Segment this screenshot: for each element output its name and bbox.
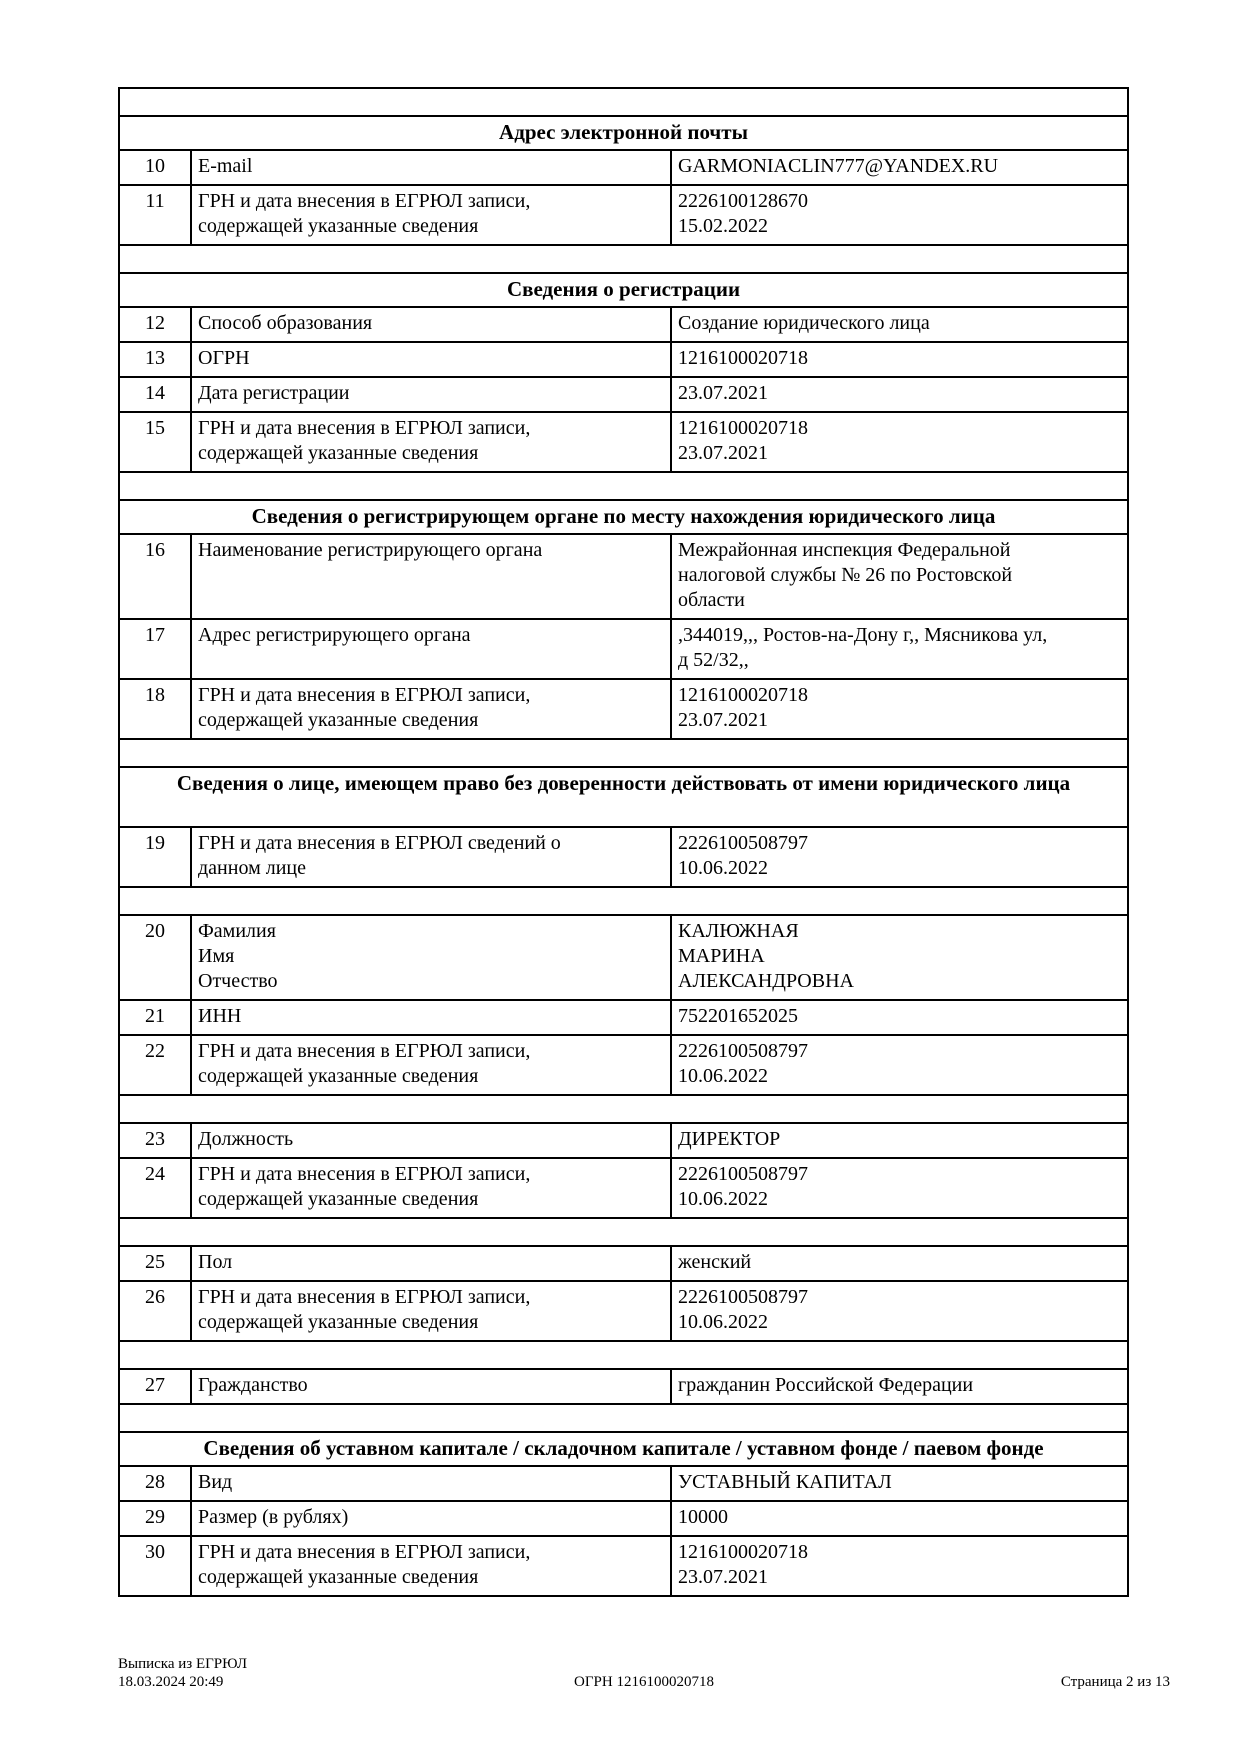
text-line: Имя — [198, 945, 235, 967]
egrul-extract-table — [118, 87, 1129, 1597]
table-row — [119, 1000, 1128, 1035]
section-header-cell: Сведения о лице, имеющем право без доверенности действовать от имени юридического лица — [119, 767, 1128, 827]
text-line: 10.06.2022 — [678, 857, 768, 879]
text-line: 23.07.2021 — [678, 1566, 768, 1588]
text-line: ГРН и дата внесения в ЕГРЮЛ записи, — [198, 1163, 531, 1185]
spacer-cell — [119, 245, 1128, 273]
row-number-cell: 27 — [119, 1369, 191, 1404]
text-line: данном лице — [198, 857, 306, 879]
row-number-cell: 10 — [119, 150, 191, 185]
table-row — [119, 1466, 1128, 1501]
text-line: ИНН — [198, 1005, 242, 1027]
text-line: Отчество — [198, 970, 278, 992]
text-line: Гражданство — [198, 1374, 308, 1396]
table-row — [119, 342, 1128, 377]
text-line: содержащей указанные сведения — [198, 215, 479, 237]
spacer-row — [119, 887, 1128, 915]
table-row — [119, 1281, 1128, 1341]
text-line: Фамилия — [198, 920, 276, 942]
table-row — [119, 1369, 1128, 1404]
spacer-row — [119, 1095, 1128, 1123]
row-label-cell — [191, 342, 671, 377]
text-line: 15.02.2022 — [678, 215, 768, 237]
table-row — [119, 377, 1128, 412]
row-value-cell — [671, 679, 1128, 739]
row-label-cell — [191, 915, 671, 1000]
spacer-row — [119, 88, 1128, 116]
spacer-row — [119, 739, 1128, 767]
text-line: 2226100508797 — [678, 1286, 808, 1308]
text-line: 10.06.2022 — [678, 1065, 768, 1087]
row-value-cell — [671, 342, 1128, 377]
row-label-cell — [191, 1536, 671, 1596]
text-line: ,344019,,, Ростов-на-Дону г,, Мясникова ул, — [678, 624, 1048, 646]
text-line: Адрес регистрирующего органа — [198, 624, 471, 646]
row-label-cell — [191, 1466, 671, 1501]
table-row — [119, 827, 1128, 887]
row-value-cell — [671, 1246, 1128, 1281]
text-line: ГРН и дата внесения в ЕГРЮЛ записи, — [198, 1040, 531, 1062]
section-header-row — [119, 767, 1128, 827]
row-value-cell — [671, 1466, 1128, 1501]
spacer-cell — [119, 88, 1128, 116]
spacer-cell — [119, 1095, 1128, 1123]
section-header-cell: Сведения о регистрации — [119, 273, 1128, 307]
row-value-cell — [671, 307, 1128, 342]
row-label-cell — [191, 185, 671, 245]
spacer-row — [119, 245, 1128, 273]
text-line: Пол — [198, 1251, 233, 1273]
spacer-cell — [119, 472, 1128, 500]
table-row — [119, 150, 1128, 185]
table-row — [119, 915, 1128, 1000]
text-line: содержащей указанные сведения — [198, 442, 479, 464]
table-row — [119, 1123, 1128, 1158]
row-value-cell — [671, 1123, 1128, 1158]
row-number-cell: 30 — [119, 1536, 191, 1596]
row-value-cell — [671, 1501, 1128, 1536]
text-line: содержащей указанные сведения — [198, 1188, 479, 1210]
text-line: 10.06.2022 — [678, 1311, 768, 1333]
text-line: 752201652025 — [678, 1005, 798, 1027]
row-label-cell — [191, 377, 671, 412]
spacer-row — [119, 1341, 1128, 1369]
section-header-cell: Адрес электронной почты — [119, 116, 1128, 150]
text-line: 23.07.2021 — [678, 442, 768, 464]
text-line: Дата регистрации — [198, 382, 350, 404]
row-value-cell — [671, 1158, 1128, 1218]
section-header-cell: Сведения об уставном капитале / складочном капитале / уставном фонде / паевом фонде — [119, 1432, 1128, 1466]
text-line: Должность — [198, 1128, 294, 1150]
text-line: налоговой службы № 26 по Ростовской — [678, 564, 1013, 586]
row-number-cell: 14 — [119, 377, 191, 412]
spacer-cell — [119, 1404, 1128, 1432]
text-line: ГРН и дата внесения в ЕГРЮЛ сведений о — [198, 832, 561, 854]
table-row — [119, 1035, 1128, 1095]
text-line: 10000 — [678, 1506, 728, 1528]
row-number-cell: 12 — [119, 307, 191, 342]
row-label-cell — [191, 1281, 671, 1341]
row-label-cell — [191, 150, 671, 185]
row-number-cell: 15 — [119, 412, 191, 472]
table-row — [119, 534, 1128, 619]
row-label-cell — [191, 1158, 671, 1218]
table-row — [119, 1246, 1128, 1281]
table-row — [119, 1501, 1128, 1536]
table-row — [119, 1536, 1128, 1596]
text-line: 2226100128670 — [678, 190, 808, 212]
text-line: КАЛЮЖНАЯ — [678, 920, 799, 942]
footer-page-number: Страница 2 из 13 — [1060, 1674, 1170, 1690]
text-line: ДИРЕКТОР — [678, 1128, 781, 1150]
row-value-cell — [671, 534, 1128, 619]
row-number-cell: 17 — [119, 619, 191, 679]
row-number-cell: 29 — [119, 1501, 191, 1536]
row-value-cell — [671, 1536, 1128, 1596]
text-line: Создание юридического лица — [678, 312, 930, 334]
row-value-cell — [671, 150, 1128, 185]
spacer-row — [119, 1404, 1128, 1432]
row-value-cell — [671, 827, 1128, 887]
spacer-cell — [119, 1341, 1128, 1369]
text-line: ГРН и дата внесения в ЕГРЮЛ записи, — [198, 417, 531, 439]
text-line: 1216100020718 — [678, 1541, 808, 1563]
text-line: 23.07.2021 — [678, 382, 768, 404]
text-line: 23.07.2021 — [678, 709, 768, 731]
row-value-cell — [671, 619, 1128, 679]
row-value-cell — [671, 1369, 1128, 1404]
text-line: 2226100508797 — [678, 1040, 808, 1062]
row-label-cell — [191, 1000, 671, 1035]
text-line: E-mail — [198, 155, 253, 177]
row-number-cell: 28 — [119, 1466, 191, 1501]
text-line: АЛЕКСАНДРОВНА — [678, 970, 854, 992]
row-number-cell: 18 — [119, 679, 191, 739]
spacer-row — [119, 1218, 1128, 1246]
footer-doc-title: Выписка из ЕГРЮЛ — [118, 1656, 247, 1672]
row-number-cell: 25 — [119, 1246, 191, 1281]
row-value-cell — [671, 1000, 1128, 1035]
text-line: УСТАВНЫЙ КАПИТАЛ — [678, 1471, 892, 1493]
row-value-cell — [671, 915, 1128, 1000]
text-line: ОГРН — [198, 347, 250, 369]
row-label-cell — [191, 827, 671, 887]
spacer-row — [119, 472, 1128, 500]
text-line: Вид — [198, 1471, 233, 1493]
text-line: 2226100508797 — [678, 832, 808, 854]
footer-datetime: 18.03.2024 20:49 — [118, 1674, 224, 1690]
row-label-cell — [191, 679, 671, 739]
text-line: содержащей указанные сведения — [198, 1566, 479, 1588]
row-number-cell: 22 — [119, 1035, 191, 1095]
text-line: гражданин Российской Федерации — [678, 1374, 974, 1396]
row-label-cell — [191, 307, 671, 342]
text-line: 1216100020718 — [678, 684, 808, 706]
text-line: содержащей указанные сведения — [198, 709, 479, 731]
row-value-cell — [671, 377, 1128, 412]
spacer-cell — [119, 1218, 1128, 1246]
footer-ogrn: ОГРН 1216100020718 — [574, 1674, 714, 1690]
text-line: МАРИНА — [678, 945, 765, 967]
row-value-cell — [671, 1281, 1128, 1341]
text-line: области — [678, 589, 745, 611]
text-line: GARMONIACLIN777@YANDEX.RU — [678, 155, 999, 177]
section-header-cell: Сведения о регистрирующем органе по месту нахождения юридического лица — [119, 500, 1128, 534]
page-footer — [118, 1655, 1170, 1691]
row-number-cell: 19 — [119, 827, 191, 887]
row-label-cell — [191, 1123, 671, 1158]
text-line: 1216100020718 — [678, 417, 808, 439]
spacer-cell — [119, 887, 1128, 915]
text-line: ГРН и дата внесения в ЕГРЮЛ записи, — [198, 1286, 531, 1308]
section-header-row — [119, 500, 1128, 534]
row-number-cell: 13 — [119, 342, 191, 377]
row-label-cell — [191, 1369, 671, 1404]
section-header-row — [119, 273, 1128, 307]
table-row — [119, 1158, 1128, 1218]
row-number-cell: 21 — [119, 1000, 191, 1035]
text-line: 10.06.2022 — [678, 1188, 768, 1210]
row-label-cell — [191, 534, 671, 619]
section-header-row — [119, 116, 1128, 150]
row-number-cell: 24 — [119, 1158, 191, 1218]
table-row — [119, 412, 1128, 472]
row-value-cell — [671, 412, 1128, 472]
row-label-cell — [191, 619, 671, 679]
text-line: Размер (в рублях) — [198, 1506, 349, 1528]
table-row — [119, 619, 1128, 679]
text-line: 1216100020718 — [678, 347, 808, 369]
row-number-cell: 11 — [119, 185, 191, 245]
text-line: ГРН и дата внесения в ЕГРЮЛ записи, — [198, 190, 531, 212]
text-line: ГРН и дата внесения в ЕГРЮЛ записи, — [198, 684, 531, 706]
table-row — [119, 679, 1128, 739]
row-number-cell: 23 — [119, 1123, 191, 1158]
text-line: содержащей указанные сведения — [198, 1065, 479, 1087]
text-line: Межрайонная инспекция Федеральной — [678, 539, 1011, 561]
text-line: содержащей указанные сведения — [198, 1311, 479, 1333]
text-line: ГРН и дата внесения в ЕГРЮЛ записи, — [198, 1541, 531, 1563]
table-row — [119, 307, 1128, 342]
row-label-cell — [191, 1501, 671, 1536]
table-row — [119, 185, 1128, 245]
text-line: 2226100508797 — [678, 1163, 808, 1185]
row-value-cell — [671, 185, 1128, 245]
row-number-cell: 16 — [119, 534, 191, 619]
row-label-cell — [191, 1246, 671, 1281]
row-label-cell — [191, 412, 671, 472]
text-line: Наименование регистрирующего органа — [198, 539, 543, 561]
row-value-cell — [671, 1035, 1128, 1095]
section-header-row — [119, 1432, 1128, 1466]
row-number-cell: 20 — [119, 915, 191, 1000]
text-line: Способ образования — [198, 312, 373, 334]
spacer-cell — [119, 739, 1128, 767]
row-label-cell — [191, 1035, 671, 1095]
text-line: д 52/32,, — [678, 649, 749, 671]
row-number-cell: 26 — [119, 1281, 191, 1341]
text-line: женский — [678, 1251, 752, 1273]
